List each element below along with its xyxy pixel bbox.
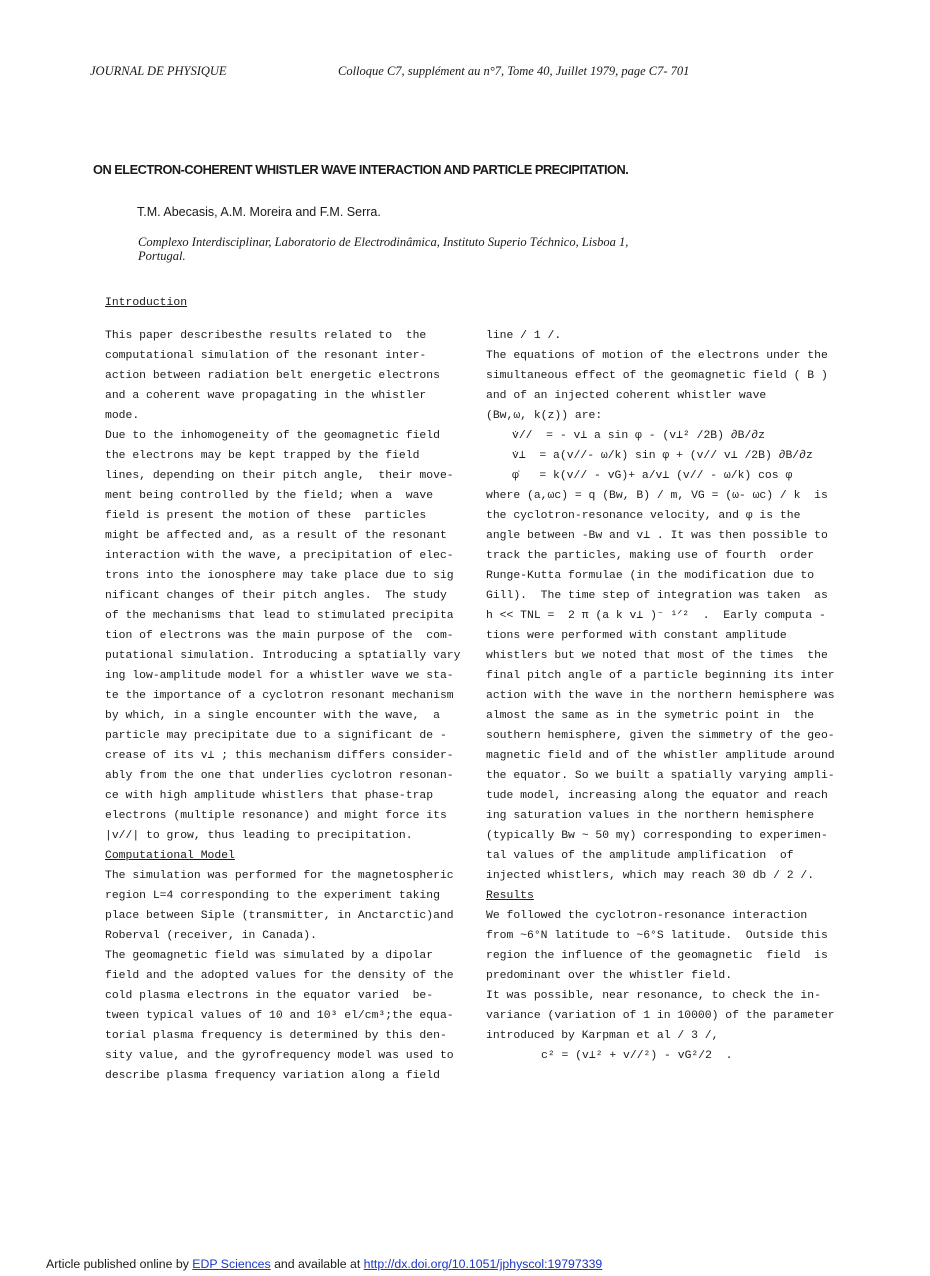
text-line: lines, depending on their pitch angle, their move- [105, 470, 454, 482]
text-line: crease of its v⊥ ; this mechanism differs consider- [105, 750, 454, 762]
text-line: magnetic field and of the whistler amplitude around [486, 750, 835, 762]
text-line: final pitch angle of a particle beginning its inter [486, 670, 835, 682]
authors: T.M. Abecasis, A.M. Moreira and F.M. Serra. [137, 205, 381, 219]
text-line: The simulation was performed for the magnetospheric [105, 870, 454, 882]
text-line: cold plasma electrons in the equator varied be- [105, 990, 434, 1002]
text-line: The equations of motion of the electrons under the [486, 350, 828, 362]
footer-prefix: Article published online by [46, 1257, 193, 1271]
text-line: ing low-amplitude model for a whistler wave we sta- [105, 670, 454, 682]
text-line: tal values of the amplitude amplification of [486, 850, 794, 862]
text-line: trons into the ionosphere may take place due to sig [105, 570, 454, 582]
text-line: mode. [105, 410, 140, 422]
text-line: describe plasma frequency variation along a field [105, 1070, 440, 1082]
intro-heading: Introduction [105, 297, 188, 309]
text-line: ably from the one that underlies cyclotron resonan- [105, 770, 454, 782]
text-line: computational simulation of the resonant inter- [105, 350, 427, 362]
text-line: ment being controlled by the field; when a wave [105, 490, 434, 502]
invariant-equation: c² = (v⊥² + v//²) - vG²/2 . [541, 1050, 733, 1062]
text-line: It was possible, near resonance, to check the in- [486, 990, 821, 1002]
paper-title: ON ELECTRON-COHERENT WHISTLER WAVE INTERACTION AND PARTICLE PRECIPITATION. [93, 162, 629, 177]
colloque-header: Colloque C7, supplément au n°7, Tome 40, Juillet 1979, page C7- 701 [338, 64, 690, 78]
text-line: predominant over the whistler field. [486, 970, 733, 982]
text-line: torial plasma frequency is determined by this den- [105, 1030, 447, 1042]
text-line: field and the adopted values for the density of the [105, 970, 454, 982]
text-line: place between Siple (transmitter, in Anctarctic)and [105, 910, 454, 922]
text-line: Runge-Kutta formulae (in the modification due to [486, 570, 815, 582]
text-line: (typically Bw ~ 50 mγ) corresponding to experimen- [486, 830, 828, 842]
text-line: Due to the inhomogeneity of the geomagnetic field [105, 430, 440, 442]
results-text [486, 906, 846, 1046]
text-line: action between radiation belt energetic electrons [105, 370, 440, 382]
text-line: (Bw,ω, k(z)) are: [486, 410, 603, 422]
text-line: of the mechanisms that lead to stimulated precipita [105, 610, 454, 622]
text-line: ce with high amplitude whistlers that phase-trap [105, 790, 434, 802]
model-text [105, 866, 465, 1086]
text-line: sity value, and the gyrofrequency model was used to [105, 1050, 454, 1062]
text-line: region the influence of the geomagnetic field is [486, 950, 828, 962]
model-heading: Computational Model [105, 850, 235, 862]
text-line: variance (variation of 1 in 10000) of the parameter [486, 1010, 835, 1022]
text-line: tween typical values of 10 and 10³ el/cm³;the equa- [105, 1010, 454, 1022]
text-line: field is present the motion of these particles [105, 510, 427, 522]
right-column [486, 326, 846, 1066]
footer-middle: and available at [270, 1257, 364, 1271]
affiliation-line-1: Complexo Interdisciplinar, Laboratorio de Electrodinâmica, Instituto Superio Téchnico, Lisboa 1, [138, 235, 629, 249]
text-line: region L=4 corresponding to the experiment taking [105, 890, 440, 902]
affiliation-line-2: Portugal. [138, 249, 186, 263]
text-line: interaction with the wave, a precipitation of elec- [105, 550, 454, 562]
left-column [105, 326, 465, 1086]
text-line: track the particles, making use of fourth order [486, 550, 815, 562]
method-text [486, 486, 846, 886]
publication-footer [46, 1257, 602, 1271]
equations-of-motion [486, 426, 846, 486]
text-line: Roberval (receiver, in Canada). [105, 930, 317, 942]
text-line: and a coherent wave propagating in the whistler [105, 390, 427, 402]
text-line: from ~6°N latitude to ~6°S latitude. Outside this [486, 930, 828, 942]
text-line: putational simulation. Introducing a sptatially vary [105, 650, 461, 662]
intro-text [105, 326, 465, 846]
doi-link[interactable]: http://dx.doi.org/10.1051/jphyscol:19797339 [363, 1257, 603, 1271]
text-line: almost the same as in the symetric point in the [486, 710, 815, 722]
text-line: introduced by Karpman et al / 3 /, [486, 1030, 719, 1042]
journal-header: JOURNAL DE PHYSIQUE [90, 64, 227, 78]
text-line: h << TNL = 2 π (a k v⊥ )⁻ ¹ᐟ² . Early computa - [486, 610, 826, 622]
text-line: particle may precipitate due to a significant de - [105, 730, 447, 742]
equation-line: v̇⊥ = a(v//- ω/k) sin φ + (v// v⊥ /2B) ∂B/∂z [512, 450, 813, 462]
text-line: The geomagnetic field was simulated by a dipolar [105, 950, 434, 962]
text-line: and of an injected coherent whistler wave [486, 390, 767, 402]
text-line: by which, in a single encounter with the wave, a [105, 710, 440, 722]
text-line: This paper describesthe results related to the [105, 330, 427, 342]
text-line: line / 1 /. [486, 330, 562, 342]
results-heading: Results [486, 890, 534, 902]
text-line: the equator. So we built a spatially varying ampli- [486, 770, 835, 782]
text-line: |v//| to grow, thus leading to precipitation. [105, 830, 413, 842]
text-line: Gill). The time step of integration was taken as [486, 590, 828, 602]
text-line: might be affected and, as a result of the resonant [105, 530, 447, 542]
text-line: action with the wave in the northern hemisphere was [486, 690, 835, 702]
equations-intro-text [486, 326, 846, 426]
text-line: simultaneous effect of the geomagnetic field ( B ) [486, 370, 828, 382]
text-line: injected whistlers, which may reach 30 db / 2 /. [486, 870, 815, 882]
text-line: nificant changes of their pitch angles. The study [105, 590, 447, 602]
text-line: tion of electrons was the main purpose of the com- [105, 630, 454, 642]
equation-line: v̇// = - v⊥ a sin φ - (v⊥² /2B) ∂B/∂z [512, 430, 765, 442]
text-line: the electrons may be kept trapped by the field [105, 450, 420, 462]
text-line: angle between -Bw and v⊥ . It was then possible to [486, 530, 828, 542]
text-line: the cyclotron-resonance velocity, and φ is the [486, 510, 801, 522]
edp-sciences-link[interactable]: EDP Sciences [192, 1257, 271, 1271]
text-line: We followed the cyclotron-resonance interaction [486, 910, 808, 922]
text-line: tions were performed with constant amplitude [486, 630, 787, 642]
equation-line: φ̇ = k(v// - vG)+ a/v⊥ (v// - ω/k) cos φ [512, 470, 793, 482]
text-line: electrons (multiple resonance) and might force its [105, 810, 447, 822]
text-line: whistlers but we noted that most of the times the [486, 650, 828, 662]
text-line: te the importance of a cyclotron resonant mechanism [105, 690, 454, 702]
text-line: where (a,ωc) = q (Bw, B) / m, VG = (ω- ωc) / k is [486, 490, 828, 502]
text-line: tude model, increasing along the equator and reach [486, 790, 828, 802]
text-line: ing saturation values in the northern hemisphere [486, 810, 815, 822]
text-line: southern hemisphere, given the simmetry of the geo- [486, 730, 835, 742]
